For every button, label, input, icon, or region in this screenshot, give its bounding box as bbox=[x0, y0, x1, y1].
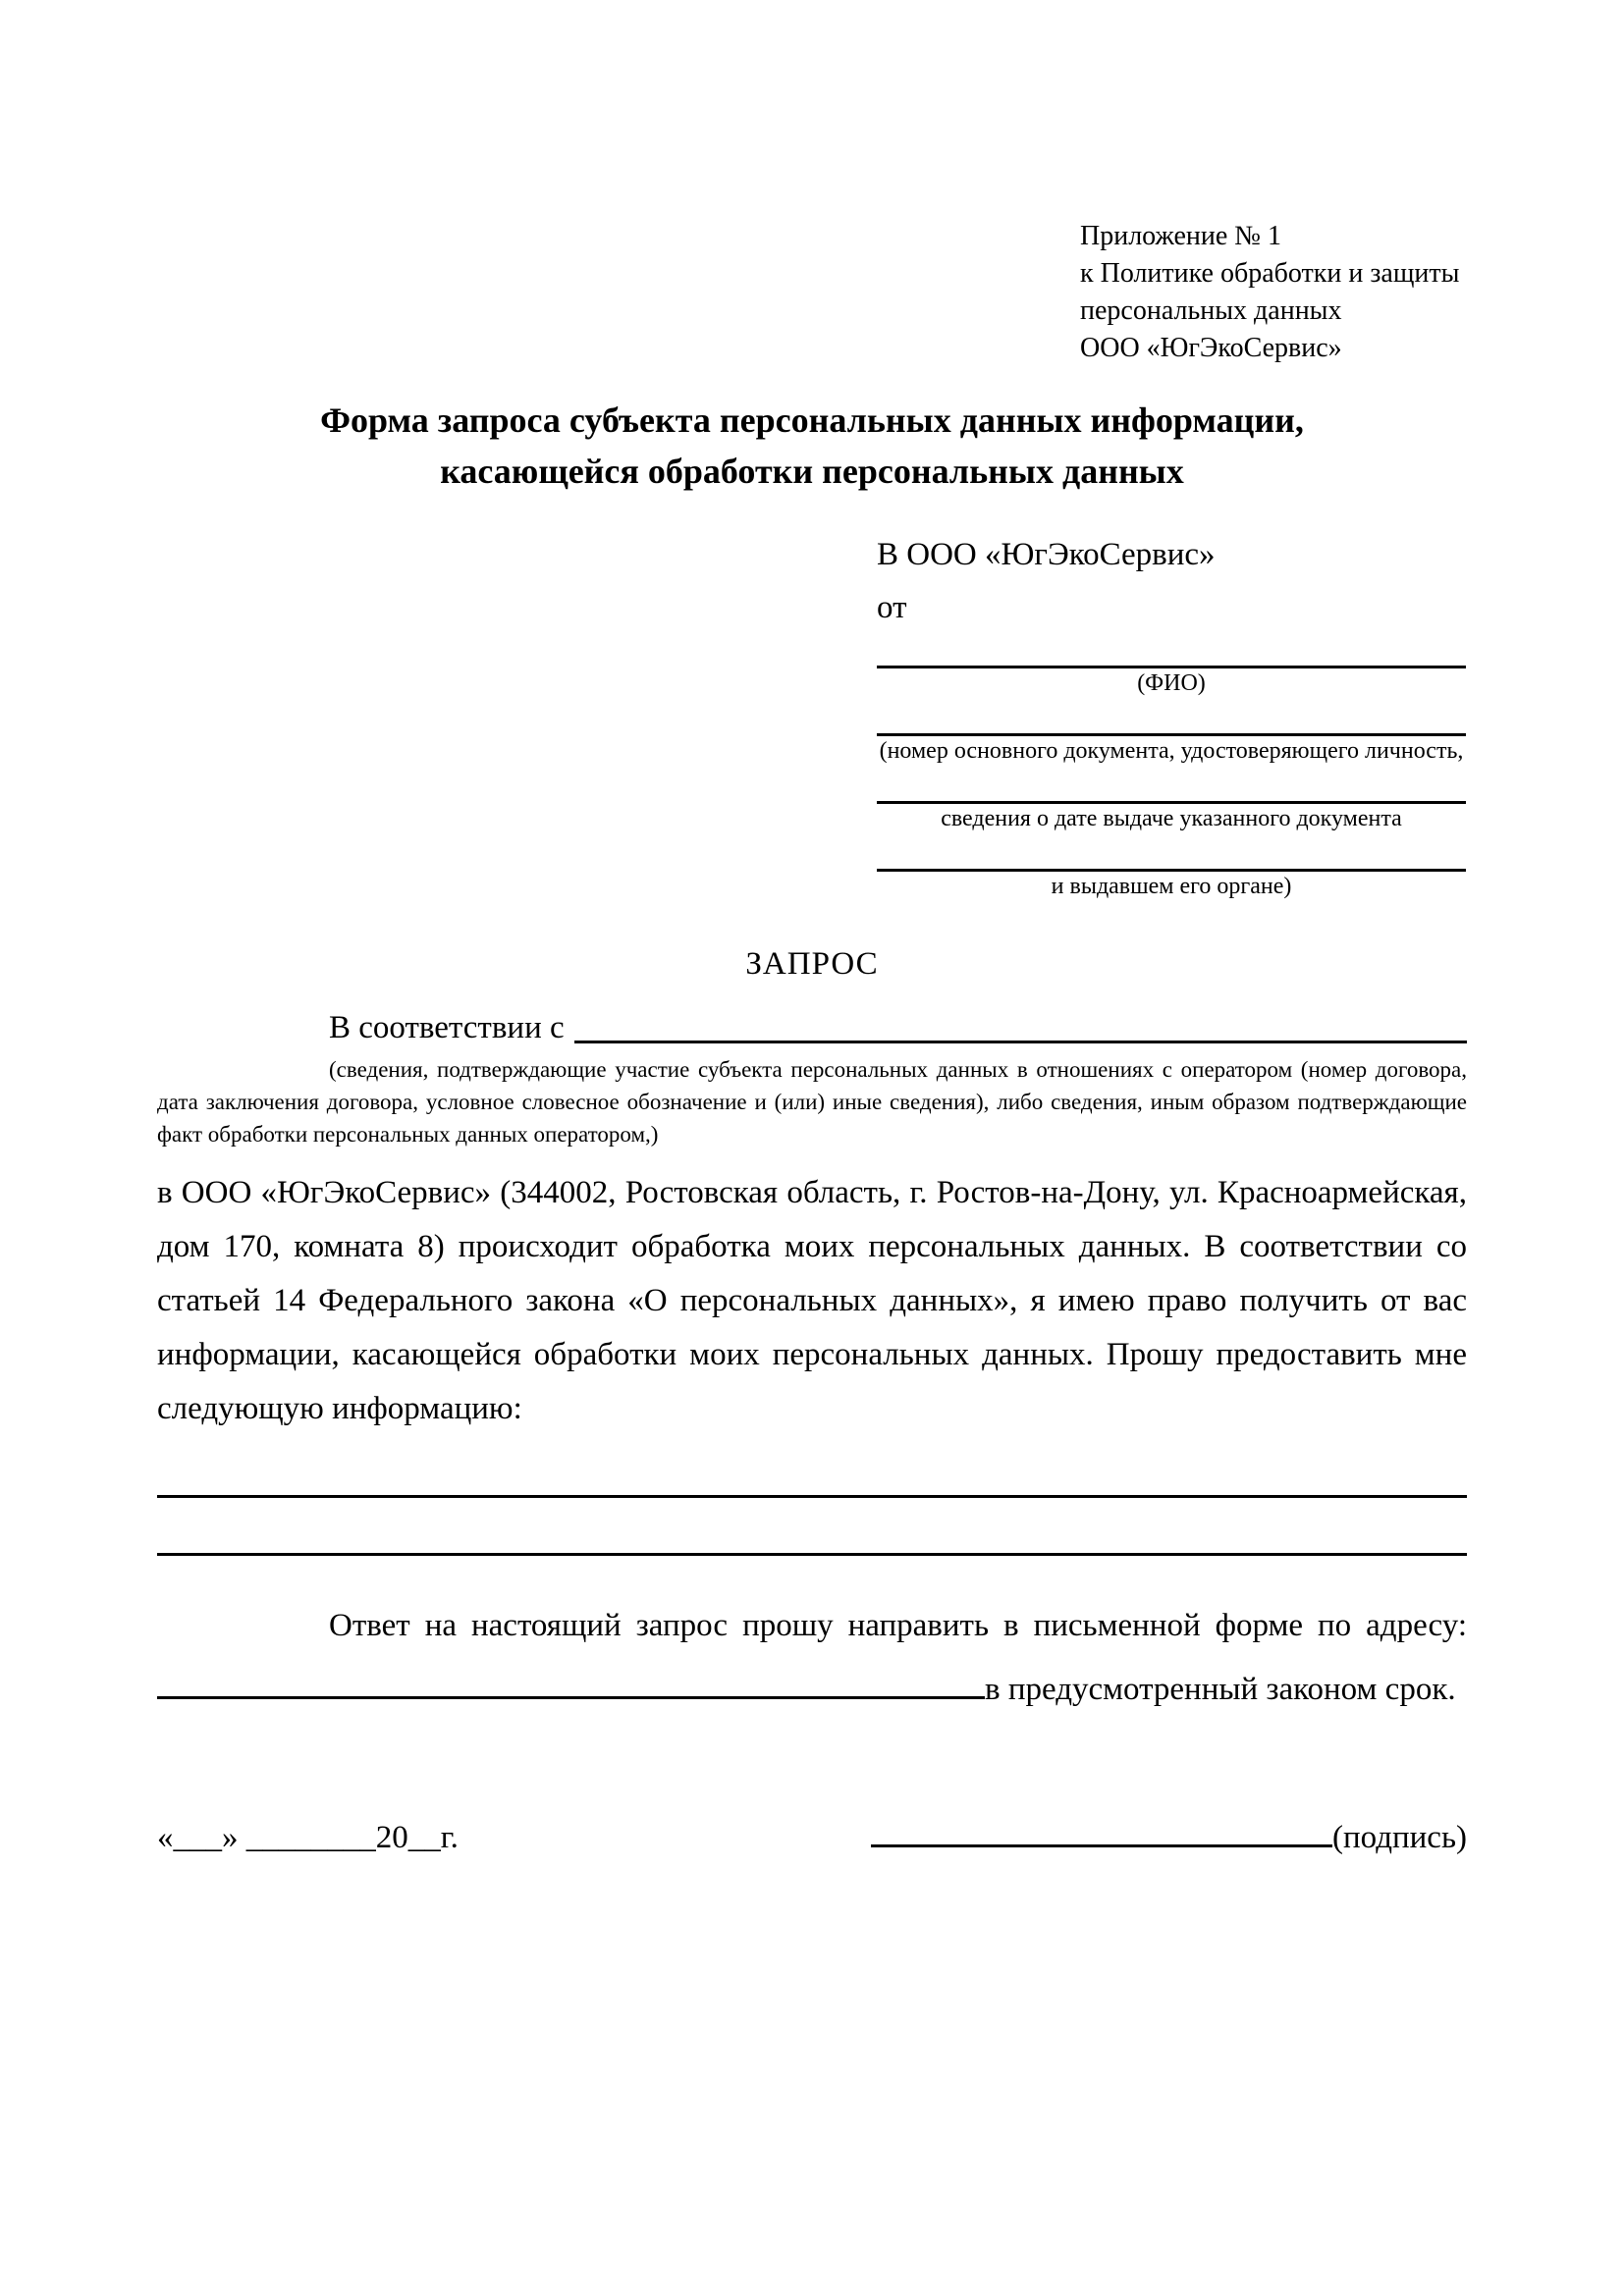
issue-date-caption: сведения о дате выдаче указанного документа bbox=[941, 806, 1402, 831]
date-signature-row bbox=[157, 1811, 1467, 1856]
request-heading: ЗАПРОС bbox=[745, 946, 879, 982]
issuing-authority-blank-line bbox=[877, 833, 1466, 872]
document-title-line-1: Форма запроса субъекта персональных данных информации, bbox=[320, 400, 1304, 440]
document-number-caption: (номер основного документа, удостоверяющего личность, bbox=[879, 738, 1464, 764]
issuing-authority-field bbox=[877, 833, 1466, 901]
fio-blank-line bbox=[877, 626, 1466, 668]
fio-field bbox=[877, 626, 1466, 698]
address-blank-line bbox=[157, 1659, 985, 1699]
accordance-lead-text: В соответствии с bbox=[329, 1010, 565, 1045]
addressee-from-label: от bbox=[877, 590, 907, 625]
document-number-field bbox=[877, 698, 1466, 766]
answer-request-paragraph: Ответ на настоящий запрос прошу направить в письменной форме по адресу: bbox=[329, 1608, 1467, 1643]
information-blank-line-2 bbox=[157, 1553, 1467, 1556]
answer-suffix-text: в предусмотренный законом срок. bbox=[985, 1672, 1456, 1707]
document-number-blank-line bbox=[877, 698, 1466, 736]
document-title-line-2: касающейся обработки персональных данных bbox=[440, 452, 1184, 491]
issue-date-blank-line bbox=[877, 766, 1466, 804]
addressee-block bbox=[877, 536, 1466, 901]
date-line: «___» ________20__г. bbox=[157, 1820, 459, 1855]
issue-date-field bbox=[877, 766, 1466, 833]
appendix-header bbox=[1080, 218, 1467, 367]
issuing-authority-caption: и выдавшем его органе) bbox=[1051, 874, 1292, 899]
fio-caption: (ФИО) bbox=[1137, 670, 1206, 696]
signature-area bbox=[871, 1811, 1467, 1856]
accordance-line bbox=[157, 1008, 1467, 1047]
accordance-footnote: (сведения, подтверждающие участие субъекта персональных данных в отношениях с оператором (номер договора, дата заключения договора, условное словесное обозначение и (или) иные сведения), либо сведения, иным образом подтверждающие факт обработки персональных данных оператором,) bbox=[157, 1057, 1467, 1147]
appendix-header-line-4: ООО «ЮгЭкоСервис» bbox=[1080, 333, 1342, 363]
document-title bbox=[157, 395, 1467, 497]
information-blank-line-1 bbox=[157, 1495, 1467, 1498]
appendix-header-line-2: к Политике обработки и защиты bbox=[1080, 258, 1460, 289]
accordance-blank-line bbox=[574, 1008, 1467, 1043]
addressee-to: В ООО «ЮгЭкоСервис» bbox=[877, 537, 1216, 572]
appendix-header-line-1: Приложение № 1 bbox=[1080, 221, 1281, 251]
signature-caption: (подпись) bbox=[1332, 1820, 1467, 1855]
appendix-header-line-3: персональных данных bbox=[1080, 295, 1342, 326]
answer-address-line bbox=[157, 1659, 1467, 1717]
signature-blank-line bbox=[871, 1811, 1332, 1847]
main-paragraph: в ООО «ЮгЭкоСервис» (344002, Ростовская область, г. Ростов-на-Дону, ул. Красноармейская, дом 170, комната 8) происходит обработка моих персональных данных. В соответствии со статьей 14 Федерального закона «О персональных данных», я имею право получить от вас информации, касающейся обработки моих персональных данных. Прошу предоставить мне следующую информацию: bbox=[157, 1175, 1467, 1426]
paragraph-indent bbox=[157, 1008, 329, 1047]
